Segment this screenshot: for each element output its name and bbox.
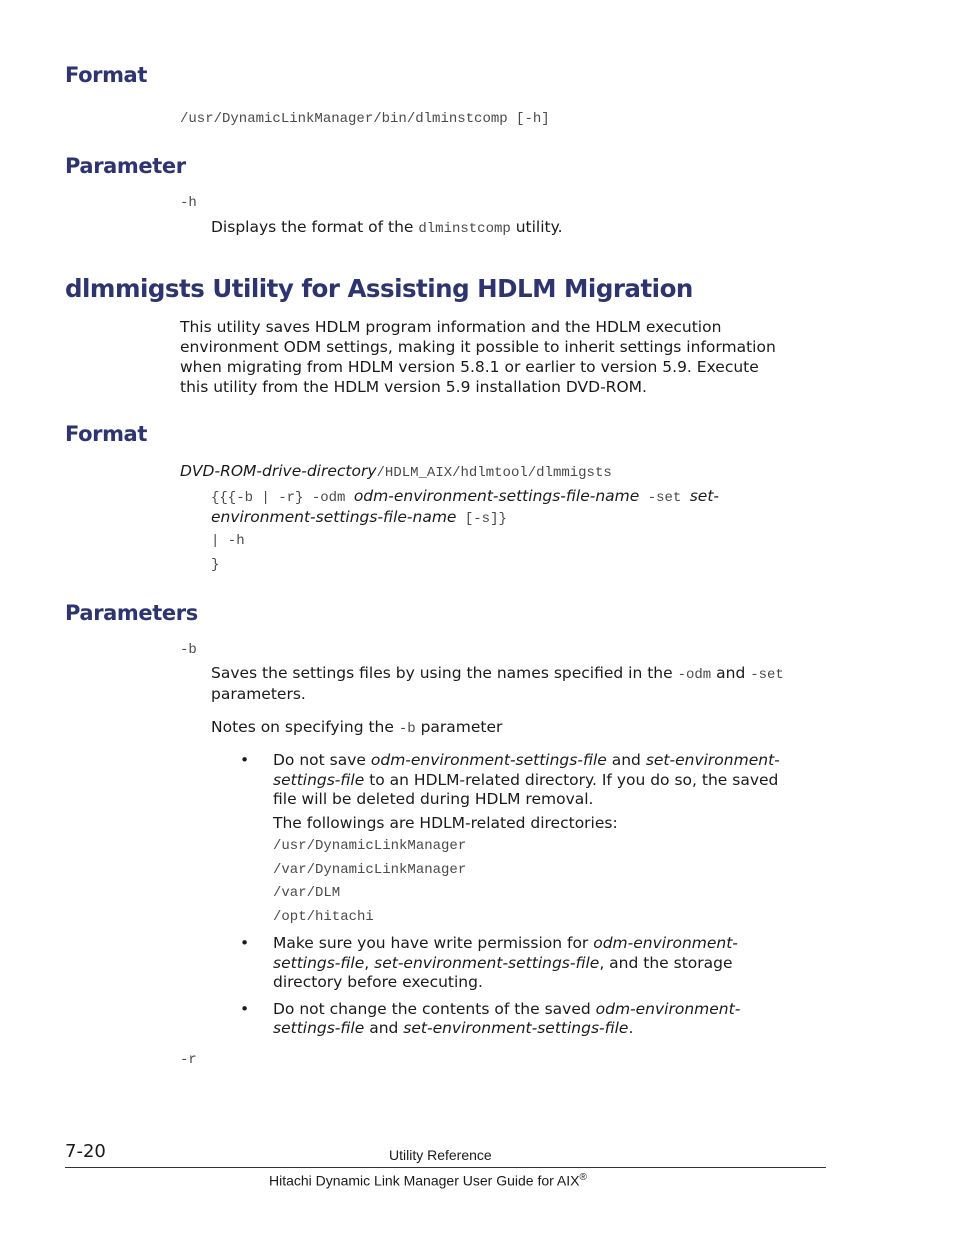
parameter-heading: Parameter (65, 154, 186, 178)
format-tool-path: /HDLM_AIX/hdlmtool/dlmmigsts (376, 465, 612, 481)
bullet-marker: • (240, 1000, 250, 1018)
format-set-file-b: environment-settings-file-name (211, 508, 457, 526)
param-h-desc-code: dlminstcomp (418, 221, 511, 237)
bullet-marker: • (240, 934, 250, 952)
format-odm-file: odm-environment-settings-file-name (353, 487, 640, 505)
bullet1-odm-file: odm-environment-settings-file (370, 751, 607, 769)
section-title: dlmmigsts Utility for Assisting HDLM Migration (65, 274, 693, 303)
format-heading-2: Format (65, 422, 147, 446)
param-b-desc-line-1 (211, 663, 784, 685)
format-code-a: {{{-b | -r} -odm (211, 490, 354, 506)
bullet2-text: , and the storage (599, 954, 733, 972)
format-dvd-dir: DVD-ROM-drive-directory (180, 462, 377, 480)
bullet3-line-1 (273, 999, 740, 1019)
notes-label (211, 717, 502, 739)
book-title-text: Hitachi Dynamic Link Manager User Guide for AIX (269, 1172, 580, 1189)
param-b-code-set: -set (750, 667, 784, 683)
registered-mark: ® (579, 1172, 587, 1183)
bullet1-text: Do not save (273, 751, 371, 769)
param-h-name: -h (180, 195, 197, 211)
bullet1-followings: The followings are HDLM-related directories: (273, 814, 618, 832)
param-b-desc-pre: Saves the settings files by using the names specified in the (211, 664, 678, 682)
bullet3-set-file: set-environment-settings-file (403, 1019, 629, 1037)
bullet1-set-file-b: settings-file (273, 771, 365, 789)
notes-pre: Notes on specifying the (211, 718, 399, 736)
format-code-s: [-s]} (456, 511, 507, 527)
bullet1-line-2 (273, 770, 778, 790)
bullet2-line-2 (273, 953, 733, 973)
bullet1-line-3: file will be deleted during HDLM removal. (273, 790, 594, 808)
bullet2-line-1 (273, 933, 738, 953)
bullet-marker: • (240, 751, 250, 769)
bullet3-text: . (628, 1019, 634, 1037)
bullet3-text: Do not change the contents of the saved (273, 1000, 596, 1018)
param-b-desc-line-2: parameters. (211, 685, 306, 703)
format-set-file-a: set- (689, 487, 720, 505)
bullet2-text: , (364, 954, 375, 972)
param-b-code-odm: -odm (677, 667, 712, 683)
intro-line: this utility from the HDLM version 5.9 installation DVD-ROM. (180, 378, 647, 396)
param-h-desc-pre: Displays the format of the (211, 218, 419, 236)
notes-post: parameter (415, 718, 503, 736)
footer-divider (65, 1167, 826, 1168)
bullet2-set-file: set-environment-settings-file (374, 954, 600, 972)
hdlm-directory: /var/DLM (273, 885, 341, 901)
hdlm-directory: /var/DynamicLinkManager (273, 862, 467, 878)
bullet3-line-2 (273, 1018, 633, 1038)
bullet2-line-3: directory before executing. (273, 973, 483, 991)
bullet2-odm-file-a: odm-environment- (593, 934, 738, 952)
footer-book-title (269, 1172, 587, 1189)
hdlm-directory: /opt/hitachi (273, 909, 374, 925)
bullet1-text: to an HDLM-related directory. If you do so, the saved (364, 771, 779, 789)
format-syntax-line-3 (211, 507, 507, 529)
bullet3-odm-file-a: odm-environment- (595, 1000, 741, 1018)
intro-line: environment ODM settings, making it possible to inherit settings information (180, 338, 776, 356)
bullet2-odm-file-b: settings-file (273, 954, 365, 972)
param-h-desc-post: utility. (510, 218, 563, 236)
page-number: 7-20 (65, 1141, 106, 1162)
hdlm-directory: /usr/DynamicLinkManager (273, 838, 467, 854)
format-command: /usr/DynamicLinkManager/bin/dlminstcomp [-h] (180, 111, 550, 127)
bullet3-odm-file-b: settings-file (273, 1019, 365, 1037)
bullet1-line-1 (273, 750, 780, 770)
format-heading-1: Format (65, 63, 147, 87)
bullet1-text: and (606, 751, 646, 769)
param-h-description (211, 217, 563, 239)
intro-line: when migrating from HDLM version 5.8.1 or earlier to version 5.9. Execute (180, 358, 759, 376)
bullet1-set-file-a: set-environment- (645, 751, 780, 769)
param-b-desc-mid: and (711, 664, 751, 682)
format-syntax-line-1 (180, 461, 612, 483)
intro-paragraph (180, 317, 776, 397)
footer-chapter: Utility Reference (389, 1147, 492, 1163)
parameters-heading: Parameters (65, 601, 198, 625)
format-syntax-line-2 (211, 486, 719, 508)
param-r-name: -r (180, 1052, 197, 1068)
format-syntax-line-4: | -h (211, 533, 245, 549)
bullet3-text: and (364, 1019, 404, 1037)
intro-line: This utility saves HDLM program information and the HDLM execution (180, 318, 722, 336)
format-syntax-line-5: } (211, 557, 220, 573)
param-b-name: -b (180, 642, 197, 658)
notes-code: -b (398, 721, 416, 737)
format-code-b: -set (639, 490, 690, 506)
bullet2-text: Make sure you have write permission for (273, 934, 594, 952)
